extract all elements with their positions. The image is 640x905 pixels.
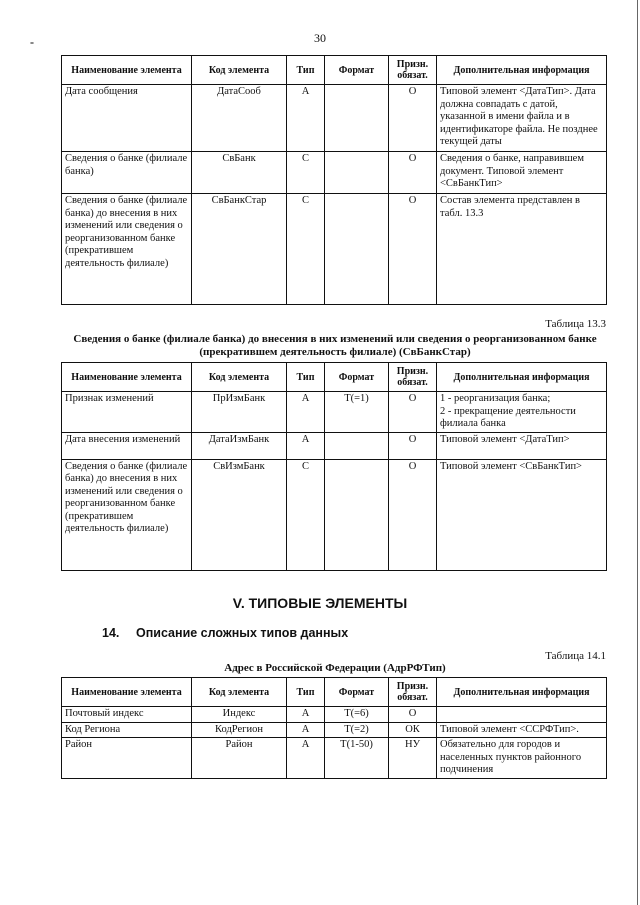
page-number: 30 bbox=[314, 31, 326, 45]
col-header-name: Наименование элемента bbox=[62, 56, 192, 85]
cell-format bbox=[325, 152, 389, 194]
cell-required: ОК bbox=[389, 722, 437, 738]
cell-name: Сведения о банке (филиале банка) до внесения в них изменений или сведения о реорганизованном банке (прекратившем деятельность филиале) bbox=[62, 459, 192, 570]
cell-type: А bbox=[287, 722, 325, 738]
col-header-format: Формат bbox=[325, 56, 389, 85]
table-14-1-title: Адрес в Российской Федерации (АдрРФТип) bbox=[224, 662, 446, 674]
cell-format: Т(=6) bbox=[325, 707, 389, 723]
cell-info: Типовой элемент <СвБанкТип> bbox=[437, 459, 607, 570]
cell-format bbox=[325, 194, 389, 305]
cell-required: О bbox=[389, 152, 437, 194]
table-14-1-label: Таблица 14.1 bbox=[545, 650, 606, 662]
cell-code: Индекс bbox=[192, 707, 287, 723]
cell-format: Т(=2) bbox=[325, 722, 389, 738]
col-header-code: Код элемента bbox=[192, 56, 287, 85]
cell-required: О bbox=[389, 85, 437, 152]
table-header-row bbox=[62, 56, 607, 85]
col-header-format: Формат bbox=[325, 678, 389, 707]
page-edge-line bbox=[637, 0, 638, 905]
table-row bbox=[62, 392, 607, 433]
cell-type: А bbox=[287, 738, 325, 779]
col-header-required: Призн. обязат. bbox=[389, 363, 437, 392]
table-14-1 bbox=[61, 677, 607, 779]
cell-required: О bbox=[389, 707, 437, 723]
cell-format bbox=[325, 432, 389, 459]
cell-info: Состав элемента представлен в табл. 13.3 bbox=[437, 194, 607, 305]
col-header-required: Призн. обязат. bbox=[389, 56, 437, 85]
table-header-row bbox=[62, 363, 607, 392]
cell-type: С bbox=[287, 459, 325, 570]
table-header-row bbox=[62, 678, 607, 707]
col-header-required: Призн. обязат. bbox=[389, 678, 437, 707]
table-message-header-continued bbox=[61, 55, 607, 305]
col-header-code: Код элемента bbox=[192, 678, 287, 707]
cell-name: Код Региона bbox=[62, 722, 192, 738]
table-row bbox=[62, 738, 607, 779]
table-13-3-label: Таблица 13.3 bbox=[545, 318, 606, 330]
cell-required: О bbox=[389, 432, 437, 459]
cell-name: Сведения о банке (филиале банка) bbox=[62, 152, 192, 194]
cell-info: Сведения о банке, направившем документ. Типовой элемент <СвБанкТип> bbox=[437, 152, 607, 194]
cell-code: ДатаСооб bbox=[192, 85, 287, 152]
table-row bbox=[62, 459, 607, 570]
cell-required: О bbox=[389, 392, 437, 433]
cell-name: Дата сообщения bbox=[62, 85, 192, 152]
table-row bbox=[62, 194, 607, 305]
col-header-type: Тип bbox=[287, 678, 325, 707]
cell-required: О bbox=[389, 459, 437, 570]
cell-info: Обязательно для городов и населенных пунктов районного подчинения bbox=[437, 738, 607, 779]
subsection-number: 14. bbox=[102, 626, 120, 640]
cell-info: 1 - реорганизация банка; 2 - прекращение деятельности филиала банка bbox=[437, 392, 607, 433]
table-13-3 bbox=[61, 362, 607, 571]
col-header-info: Дополнительная информация bbox=[437, 678, 607, 707]
cell-name: Дата внесения изменений bbox=[62, 432, 192, 459]
col-header-code: Код элемента bbox=[192, 363, 287, 392]
cell-type: А bbox=[287, 707, 325, 723]
cell-name: Признак изменений bbox=[62, 392, 192, 433]
cell-name: Сведения о банке (филиале банка) до внесения в них изменений или сведения о реорганизованном банке (прекратившем деятельность филиале) bbox=[62, 194, 192, 305]
col-header-info: Дополнительная информация bbox=[437, 56, 607, 85]
cell-format: Т(=1) bbox=[325, 392, 389, 433]
cell-info: Типовой элемент <ССРФТип>. bbox=[437, 722, 607, 738]
cell-code: Район bbox=[192, 738, 287, 779]
col-header-format: Формат bbox=[325, 363, 389, 392]
table-row bbox=[62, 707, 607, 723]
cell-required: О bbox=[389, 194, 437, 305]
subsection-title: Описание сложных типов данных bbox=[136, 626, 349, 640]
col-header-name: Наименование элемента bbox=[62, 363, 192, 392]
table-row bbox=[62, 85, 607, 152]
section-heading: V. ТИПОВЫЕ ЭЛЕМЕНТЫ bbox=[232, 595, 408, 611]
cell-type: А bbox=[287, 85, 325, 152]
table-row bbox=[62, 432, 607, 459]
cell-type: С bbox=[287, 194, 325, 305]
col-header-type: Тип bbox=[287, 363, 325, 392]
cell-required: НУ bbox=[389, 738, 437, 779]
cell-info bbox=[437, 707, 607, 723]
cell-code: КодРегион bbox=[192, 722, 287, 738]
cell-type: А bbox=[287, 432, 325, 459]
cell-type: С bbox=[287, 152, 325, 194]
cell-code: СвБанкСтар bbox=[192, 194, 287, 305]
col-header-info: Дополнительная информация bbox=[437, 363, 607, 392]
cell-code: ДатаИзмБанк bbox=[192, 432, 287, 459]
cell-info: Типовой элемент <ДатаТип>. Дата должна совпадать с датой, указанной в имени файла и в идентификаторе файла. Не позднее текущей даты bbox=[437, 85, 607, 152]
cell-name: Район bbox=[62, 738, 192, 779]
margin-mark: - bbox=[30, 35, 34, 49]
cell-format bbox=[325, 459, 389, 570]
cell-type: А bbox=[287, 392, 325, 433]
cell-name: Почтовый индекс bbox=[62, 707, 192, 723]
cell-info: Типовой элемент <ДатаТип> bbox=[437, 432, 607, 459]
cell-code: ПрИзмБанк bbox=[192, 392, 287, 433]
cell-format bbox=[325, 85, 389, 152]
table-row bbox=[62, 722, 607, 738]
col-header-name: Наименование элемента bbox=[62, 678, 192, 707]
table-row bbox=[62, 152, 607, 194]
cell-code: СвИзмБанк bbox=[192, 459, 287, 570]
cell-format: Т(1-50) bbox=[325, 738, 389, 779]
subsection-heading bbox=[102, 626, 348, 640]
cell-code: СвБанк bbox=[192, 152, 287, 194]
col-header-type: Тип bbox=[287, 56, 325, 85]
table-13-3-title: Сведения о банке (филиале банка) до внесения в них изменений или сведения о реорганизованном банке (прекратившем деятельность филиале) (СвБанкСтар) bbox=[73, 333, 597, 358]
